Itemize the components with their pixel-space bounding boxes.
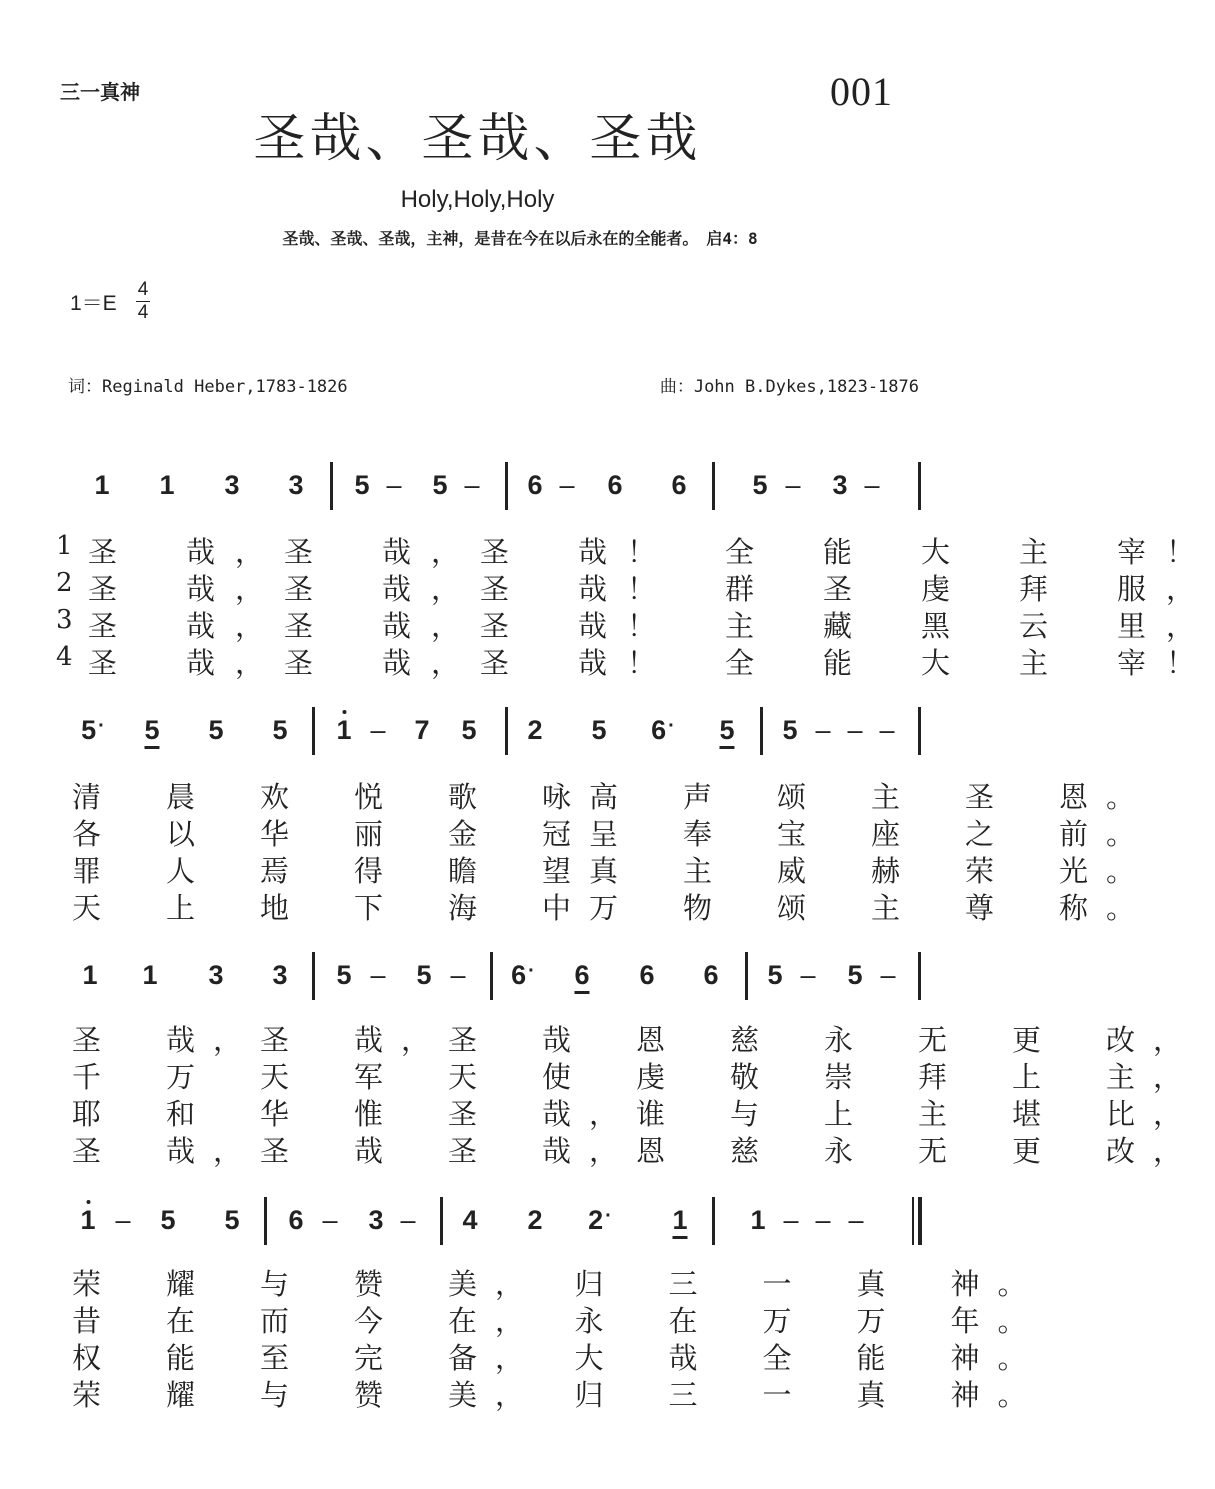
note: 6 (288, 1205, 304, 1235)
note: 6 (527, 470, 543, 500)
note: 1 (142, 960, 158, 990)
note: 5 (719, 715, 734, 746)
hymn-subtitle: Holy,Holy,Holy (400, 186, 555, 213)
bar-line (918, 707, 921, 755)
note-dash: – (880, 960, 896, 990)
bar-line (712, 462, 715, 510)
note-dash: – (464, 470, 480, 500)
note: 5 (272, 715, 288, 745)
bar-line (264, 1197, 267, 1245)
bar-line (490, 952, 493, 1000)
note: 1 (94, 470, 110, 500)
note: 5 (144, 715, 159, 746)
note-dash: – (370, 960, 386, 990)
note: 3 (288, 470, 304, 500)
note-dash: – (322, 1205, 338, 1235)
bar-line (745, 952, 748, 1000)
lyric-line: 圣 哉，圣 哉，圣 哉！ 全 能 大 主 宰！ (88, 646, 1215, 680)
note-dash: – (450, 960, 466, 990)
note: 6 (639, 960, 655, 990)
note: 5 (847, 960, 863, 990)
note: 6 · (511, 960, 535, 990)
composer-credit: 曲：John B.Dykes,1823-1876 (659, 377, 919, 397)
note: 1 (82, 960, 98, 990)
note: 4 (462, 1205, 478, 1235)
verse-number: 4 (56, 642, 73, 672)
lyric-line: 荣 耀 与 赞 美， 归 三 一 真 神。 (72, 1378, 1045, 1412)
bar-line (330, 462, 333, 510)
note: 1 (672, 1205, 687, 1236)
lyric-line: 圣 哉，圣 哉，圣 哉 恩 慈 永 无 更 改， (72, 1023, 1201, 1057)
note: 3 (208, 960, 224, 990)
note: 1 (750, 1205, 766, 1235)
note-dash: – (848, 1205, 864, 1235)
key-signature: 1＝E (70, 292, 117, 315)
bar-line (505, 707, 508, 755)
note: 5 · (81, 715, 105, 745)
bar-line (918, 462, 921, 510)
note: 5 (752, 470, 768, 500)
note-dash: – (370, 715, 386, 745)
lyric-line: 各 以 华 丽 金 冠呈 奉 宝 座 之 前。 (72, 817, 1154, 851)
bar-line (312, 707, 315, 755)
note: 3 (832, 470, 848, 500)
final-bar-line (912, 1197, 922, 1245)
note-dash: – (386, 470, 402, 500)
lyric-line: 圣 哉，圣 哉，圣 哉！ 主 藏 黑 云 里， (88, 609, 1215, 643)
note: 2 (527, 715, 543, 745)
verse-number: 1 (56, 531, 73, 561)
note-dash: – (815, 1205, 831, 1235)
lyric-line: 圣 哉，圣 哉，圣 哉！ 群 圣 虔 拜 服， (88, 572, 1215, 606)
verse-number: 3 (56, 605, 73, 635)
note: 6 · (651, 715, 675, 745)
lyric-line: 天 上 地 下 海 中万 物 颂 主 尊 称。 (72, 891, 1154, 925)
note: 5 (416, 960, 432, 990)
note: 5 (208, 715, 224, 745)
note: 5 (461, 715, 477, 745)
bar-line (312, 952, 315, 1000)
bar-line (440, 1197, 443, 1245)
lyric-line: 昔 在 而 今 在， 永 在 万 万 年。 (72, 1304, 1045, 1338)
note: 3 (224, 470, 240, 500)
note-dash: – (559, 470, 575, 500)
time-bottom: 4 (137, 302, 149, 323)
note: 5 (591, 715, 607, 745)
bar-line (712, 1197, 715, 1245)
note: 6 (671, 470, 687, 500)
scripture-verse: 圣哉、圣哉、圣哉，主神，是昔在今在以后永在的全能者。 启4：8 (282, 229, 758, 248)
note-dash: – (879, 715, 895, 745)
note-dash: – (783, 1205, 799, 1235)
lyric-line: 罪 人 焉 得 瞻 望真 主 威 赫 荣 光。 (72, 854, 1154, 888)
note: 1 (80, 1205, 96, 1235)
note: 6 (574, 960, 589, 991)
note: 5 (160, 1205, 176, 1235)
lyric-line: 圣 哉，圣 哉 圣 哉，恩 慈 永 无 更 改， (72, 1134, 1201, 1168)
time-signature (136, 279, 150, 324)
note-dash: – (847, 715, 863, 745)
note: 5 (767, 960, 783, 990)
note: 6 (607, 470, 623, 500)
note-dash: – (400, 1205, 416, 1235)
bar-line (505, 462, 508, 510)
verse-number: 2 (56, 568, 73, 598)
note: 1 (159, 470, 175, 500)
note: 6 (703, 960, 719, 990)
note: 2 (527, 1205, 543, 1235)
note: 2 · (588, 1205, 612, 1235)
lyric-line: 清 晨 欢 悦 歌 咏高 声 颂 主 圣 恩。 (72, 780, 1154, 814)
lyric-line: 耶 和 华 惟 圣 哉，谁 与 上 主 堪 比， (72, 1097, 1201, 1131)
hymn-number: 001 (830, 69, 893, 114)
lyric-line: 圣 哉，圣 哉，圣 哉！ 全 能 大 主 宰！ (88, 535, 1215, 569)
lyric-line: 权 能 至 完 备， 大 哉 全 能 神。 (72, 1341, 1045, 1375)
note: 1 (336, 715, 352, 745)
bar-line (918, 952, 921, 1000)
lyric-line: 荣 耀 与 赞 美， 归 三 一 真 神。 (72, 1267, 1045, 1301)
note-dash: – (800, 960, 816, 990)
note-dash: – (785, 470, 801, 500)
note-dash: – (815, 715, 831, 745)
note: 3 (368, 1205, 384, 1235)
note: 5 (782, 715, 798, 745)
note: 7 (414, 715, 430, 745)
note: 5 (432, 470, 448, 500)
time-top: 4 (137, 279, 149, 300)
lyricist-credit: 词：Reginald Heber,1783-1826 (68, 377, 348, 397)
category-label: 三一真神 (60, 80, 140, 104)
bar-line (760, 707, 763, 755)
note: 5 (224, 1205, 240, 1235)
note-dash: – (115, 1205, 131, 1235)
note-dash: – (864, 470, 880, 500)
lyric-line: 千 万 天 军 天 使 虔 敬 崇 拜 上 主， (72, 1060, 1201, 1094)
hymn-title: 圣哉、圣哉、圣哉 (253, 109, 702, 169)
note: 3 (272, 960, 288, 990)
note: 5 (336, 960, 352, 990)
note: 5 (354, 470, 370, 500)
